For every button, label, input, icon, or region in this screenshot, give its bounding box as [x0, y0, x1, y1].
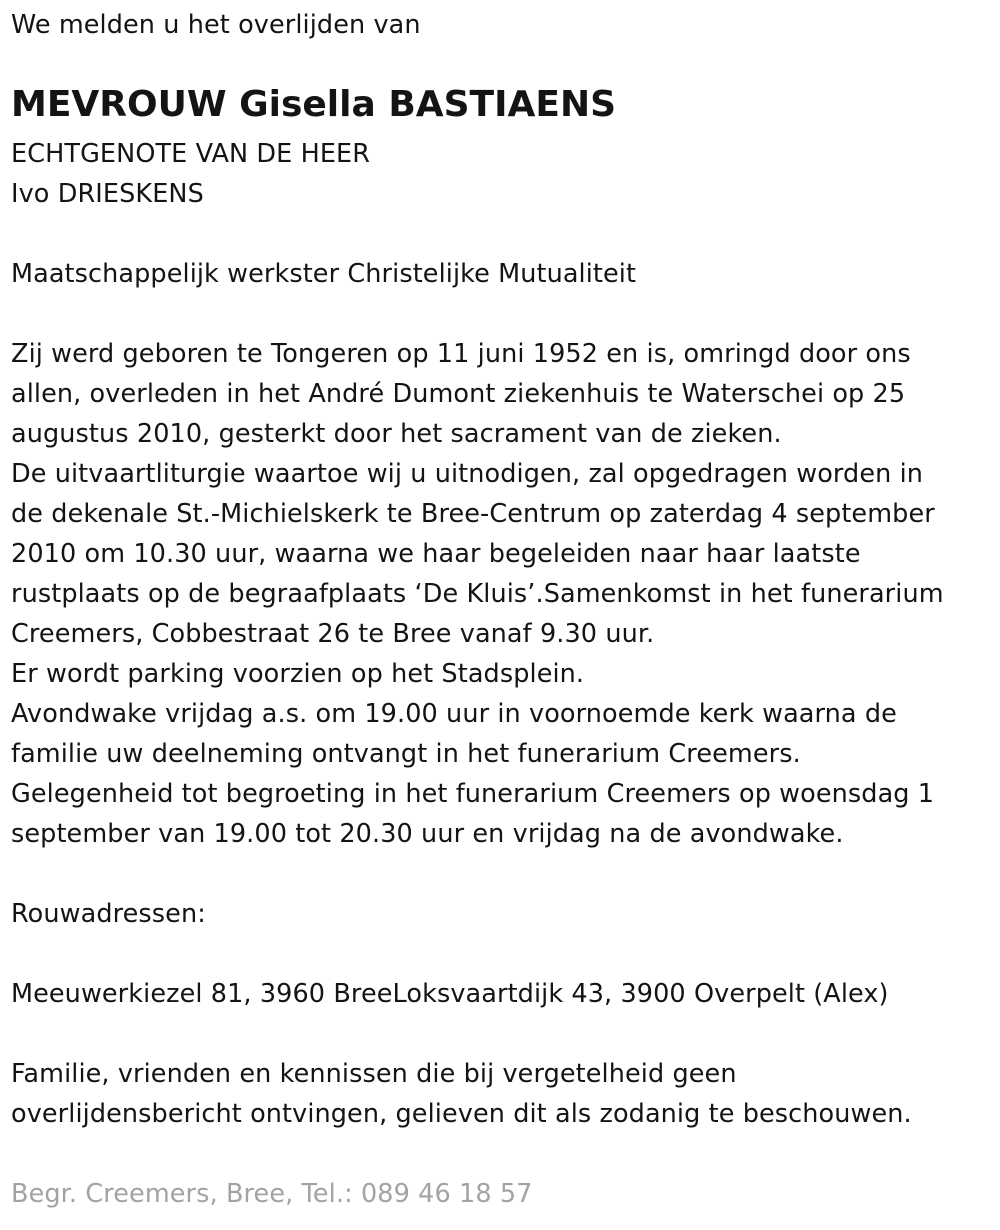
body-line: 2010 om 10.30 uur, waarna we haar begeleiden naar haar laatste: [11, 539, 861, 569]
body-line: Creemers, Cobbestraat 26 te Bree vanaf 9.30 uur.: [11, 619, 655, 649]
body-line: augustus 2010, gesterkt door het sacrament van de zieken.: [11, 419, 782, 449]
body-line: familie uw deelneming ontvangt in het funerarium Creemers.: [11, 739, 801, 769]
body-line: Gelegenheid tot begroeting in het funerarium Creemers op woensdag 1: [11, 779, 935, 809]
closing-line: overlijdensbericht ontvingen, gelieven dit als zodanig te beschouwen.: [11, 1099, 912, 1129]
body-line: Zij werd geboren te Tongeren op 11 juni 1952 en is, omringd door ons: [11, 339, 911, 369]
closing-line: Familie, vrienden en kennissen die bij vergetelheid geen: [11, 1059, 737, 1089]
body-line: Avondwake vrijdag a.s. om 19.00 uur in voornoemde kerk waarna de: [11, 699, 897, 729]
funeral-home-footer: Begr. Creemers, Bree, Tel.: 089 46 18 57: [11, 1179, 533, 1209]
deceased-name: MEVROUW Gisella BASTIAENS: [11, 84, 617, 125]
spouse-name: Ivo DRIESKENS: [11, 179, 204, 209]
body-line: rustplaats op de begraafplaats ‘De Kluis’.Samenkomst in het funerarium: [11, 579, 944, 609]
body-line: de dekenale St.-Michielskerk te Bree-Centrum op zaterdag 4 september: [11, 499, 935, 529]
intro-text: We melden u het overlijden van: [11, 10, 421, 40]
addresses-text: Meeuwerkiezel 81, 3960 BreeLoksvaartdijk 43, 3900 Overpelt (Alex): [11, 979, 889, 1009]
occupation-text: Maatschappelijk werkster Christelijke Mutualiteit: [11, 259, 637, 289]
spouse-title: ECHTGENOTE VAN DE HEER: [11, 139, 371, 169]
body-line: De uitvaartliturgie waartoe wij u uitnodigen, zal opgedragen worden in: [11, 459, 924, 489]
addresses-label: Rouwadressen:: [11, 899, 206, 929]
body-line: september van 19.00 tot 20.30 uur en vrijdag na de avondwake.: [11, 819, 844, 849]
body-line: allen, overleden in het André Dumont ziekenhuis te Waterschei op 25: [11, 379, 906, 409]
body-line: Er wordt parking voorzien op het Stadsplein.: [11, 659, 585, 689]
